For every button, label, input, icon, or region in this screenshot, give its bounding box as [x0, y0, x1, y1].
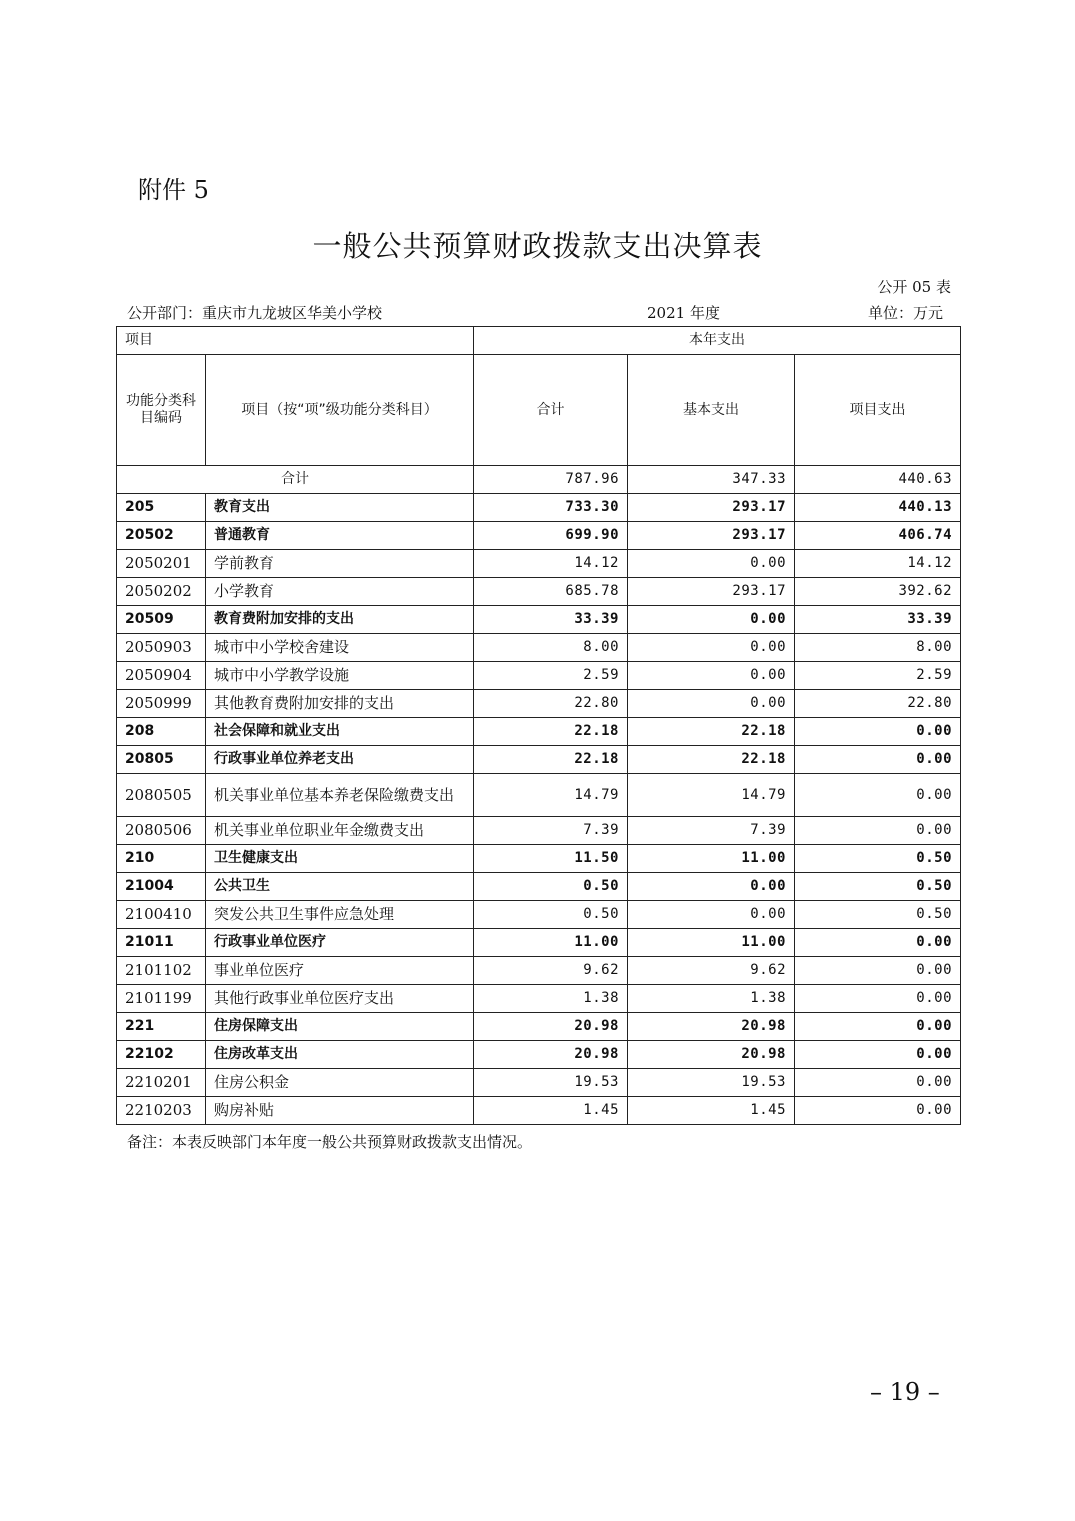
row-basic: 293.17	[628, 494, 795, 522]
row-basic: 19.53	[628, 1069, 795, 1097]
row-total: 22.18	[474, 746, 628, 774]
footnote: 备注：本表反映部门本年度一般公共预算财政拨款支出情况。	[127, 1133, 533, 1151]
row-code: 2080506	[117, 817, 206, 845]
row-code: 208	[117, 718, 206, 746]
table-row	[117, 1097, 961, 1125]
row-project: 392.62	[795, 578, 961, 606]
row-code: 2100410	[117, 901, 206, 929]
row-total: 33.39	[474, 606, 628, 634]
row-name: 教育费附加安排的支出	[206, 606, 474, 634]
row-total: 0.50	[474, 901, 628, 929]
table-code: 公开 05 表	[877, 278, 951, 296]
row-name: 突发公共卫生事件应急处理	[206, 901, 474, 929]
table-row	[117, 606, 961, 634]
header-basic: 基本支出	[628, 355, 795, 466]
row-code: 22102	[117, 1041, 206, 1069]
row-total: 733.30	[474, 494, 628, 522]
row-basic: 293.17	[628, 522, 795, 550]
row-project: 0.00	[795, 957, 961, 985]
total-project: 440.63	[795, 466, 961, 494]
row-code: 2050202	[117, 578, 206, 606]
table-row	[117, 718, 961, 746]
row-basic: 1.38	[628, 985, 795, 1013]
total-label: 合计	[117, 466, 474, 494]
document-title: 一般公共预算财政拨款支出决算表	[312, 229, 763, 263]
total-basic: 347.33	[628, 466, 795, 494]
row-name: 住房改革支出	[206, 1041, 474, 1069]
row-name: 购房补贴	[206, 1097, 474, 1125]
table-row	[117, 985, 961, 1013]
table-row	[117, 929, 961, 957]
row-project: 8.00	[795, 634, 961, 662]
page-number: – 19 –	[870, 1378, 940, 1406]
row-code: 20502	[117, 522, 206, 550]
row-code: 21004	[117, 873, 206, 901]
row-project: 0.00	[795, 1041, 961, 1069]
row-basic: 0.00	[628, 634, 795, 662]
header-row-top	[117, 327, 961, 355]
row-basic: 0.00	[628, 901, 795, 929]
table-row	[117, 774, 961, 817]
row-name: 普通教育	[206, 522, 474, 550]
row-total: 14.12	[474, 550, 628, 578]
row-project: 0.50	[795, 901, 961, 929]
row-total: 8.00	[474, 634, 628, 662]
row-total: 22.80	[474, 690, 628, 718]
row-project: 0.00	[795, 1097, 961, 1125]
row-name: 城市中小学教学设施	[206, 662, 474, 690]
row-name: 卫生健康支出	[206, 845, 474, 873]
row-name: 行政事业单位医疗	[206, 929, 474, 957]
row-name: 机关事业单位职业年金缴费支出	[206, 817, 474, 845]
row-name: 机关事业单位基本养老保险缴费支出	[206, 774, 474, 817]
row-basic: 0.00	[628, 690, 795, 718]
row-project: 0.00	[795, 817, 961, 845]
header-code: 功能分类科目编码	[117, 355, 206, 466]
row-total: 20.98	[474, 1013, 628, 1041]
row-code: 2050999	[117, 690, 206, 718]
row-project: 0.00	[795, 1013, 961, 1041]
row-code: 2210201	[117, 1069, 206, 1097]
row-total: 0.50	[474, 873, 628, 901]
table-row	[117, 873, 961, 901]
row-basic: 7.39	[628, 817, 795, 845]
row-code: 2050903	[117, 634, 206, 662]
row-project: 0.00	[795, 774, 961, 817]
table-row	[117, 957, 961, 985]
row-basic: 14.79	[628, 774, 795, 817]
table-row	[117, 746, 961, 774]
header-project-expense: 项目支出	[795, 355, 961, 466]
row-total: 9.62	[474, 957, 628, 985]
row-project: 406.74	[795, 522, 961, 550]
header-current-year-expense: 本年支出	[474, 327, 961, 355]
row-basic: 0.00	[628, 873, 795, 901]
row-name: 其他教育费附加安排的支出	[206, 690, 474, 718]
row-code: 2101199	[117, 985, 206, 1013]
row-code: 2080505	[117, 774, 206, 817]
row-name: 事业单位医疗	[206, 957, 474, 985]
row-total: 19.53	[474, 1069, 628, 1097]
row-name: 小学教育	[206, 578, 474, 606]
row-code: 20805	[117, 746, 206, 774]
row-total: 14.79	[474, 774, 628, 817]
row-project: 14.12	[795, 550, 961, 578]
row-name: 住房公积金	[206, 1069, 474, 1097]
row-name: 学前教育	[206, 550, 474, 578]
row-basic: 1.45	[628, 1097, 795, 1125]
row-code: 221	[117, 1013, 206, 1041]
row-name: 城市中小学校舍建设	[206, 634, 474, 662]
total-row	[117, 466, 961, 494]
row-name: 社会保障和就业支出	[206, 718, 474, 746]
row-code: 210	[117, 845, 206, 873]
row-basic: 20.98	[628, 1013, 795, 1041]
row-total: 699.90	[474, 522, 628, 550]
row-code: 21011	[117, 929, 206, 957]
row-project: 0.00	[795, 746, 961, 774]
row-total: 20.98	[474, 1041, 628, 1069]
row-code: 2050201	[117, 550, 206, 578]
row-code: 2101102	[117, 957, 206, 985]
row-project: 2.59	[795, 662, 961, 690]
row-name: 住房保障支出	[206, 1013, 474, 1041]
row-project: 0.00	[795, 985, 961, 1013]
header-project: 项目	[117, 327, 474, 355]
table-row	[117, 662, 961, 690]
row-basic: 9.62	[628, 957, 795, 985]
table-row	[117, 1013, 961, 1041]
row-project: 440.13	[795, 494, 961, 522]
table-row	[117, 817, 961, 845]
row-code: 2050904	[117, 662, 206, 690]
attachment-label: 附件 5	[138, 176, 209, 204]
header-name: 项目（按“项”级功能分类科目）	[206, 355, 474, 466]
row-total: 22.18	[474, 718, 628, 746]
row-total: 11.50	[474, 845, 628, 873]
row-basic: 0.00	[628, 550, 795, 578]
row-name: 公共卫生	[206, 873, 474, 901]
row-basic: 11.00	[628, 929, 795, 957]
row-name: 教育支出	[206, 494, 474, 522]
table-row	[117, 522, 961, 550]
currency-unit: 单位：万元	[867, 304, 943, 322]
header-total: 合计	[474, 355, 628, 466]
row-total: 1.38	[474, 985, 628, 1013]
row-total: 2.59	[474, 662, 628, 690]
row-basic: 0.00	[628, 606, 795, 634]
row-project: 0.00	[795, 929, 961, 957]
row-basic: 0.00	[628, 662, 795, 690]
total-total: 787.96	[474, 466, 628, 494]
row-code: 20509	[117, 606, 206, 634]
row-total: 685.78	[474, 578, 628, 606]
row-basic: 22.18	[628, 718, 795, 746]
table-row	[117, 901, 961, 929]
meta-row	[127, 302, 947, 324]
table-row	[117, 690, 961, 718]
row-total: 1.45	[474, 1097, 628, 1125]
row-total: 7.39	[474, 817, 628, 845]
header-row-columns	[117, 355, 961, 466]
fiscal-year: 2021 年度	[647, 304, 720, 322]
row-name: 行政事业单位养老支出	[206, 746, 474, 774]
row-name: 其他行政事业单位医疗支出	[206, 985, 474, 1013]
table-row	[117, 634, 961, 662]
row-basic: 20.98	[628, 1041, 795, 1069]
table-row	[117, 845, 961, 873]
row-project: 0.50	[795, 845, 961, 873]
department-label: 公开部门：重庆市九龙坡区华美小学校	[127, 304, 383, 322]
row-project: 33.39	[795, 606, 961, 634]
row-code: 2210203	[117, 1097, 206, 1125]
row-project: 0.50	[795, 873, 961, 901]
table-row	[117, 1069, 961, 1097]
row-basic: 11.00	[628, 845, 795, 873]
table-row	[117, 550, 961, 578]
expenditure-table	[116, 326, 961, 1125]
table-row	[117, 1041, 961, 1069]
row-total: 11.00	[474, 929, 628, 957]
row-project: 0.00	[795, 1069, 961, 1097]
row-basic: 293.17	[628, 578, 795, 606]
row-project: 0.00	[795, 718, 961, 746]
row-project: 22.80	[795, 690, 961, 718]
row-basic: 22.18	[628, 746, 795, 774]
table-row	[117, 578, 961, 606]
row-code: 205	[117, 494, 206, 522]
table-row	[117, 494, 961, 522]
